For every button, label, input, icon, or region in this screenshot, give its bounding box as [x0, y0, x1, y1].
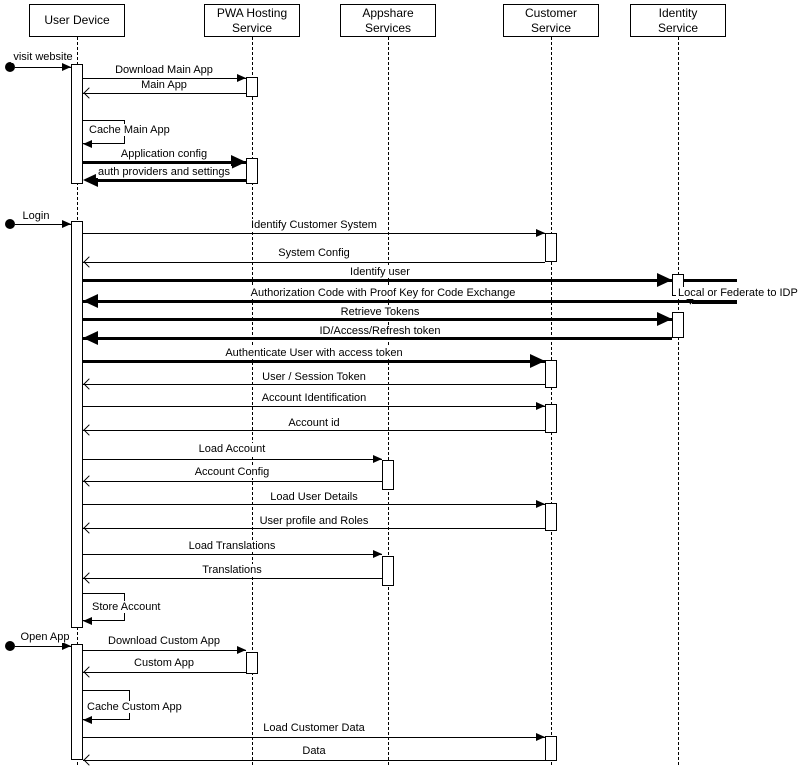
arrowhead-icon: [62, 220, 71, 228]
arrowhead-icon: [536, 733, 545, 741]
message-line-retrieve-tokens: [83, 318, 672, 321]
message-label-download-custom-app: Download Custom App: [108, 635, 220, 647]
arrowhead-icon: [536, 229, 545, 237]
arrowhead-icon: [83, 716, 92, 724]
arrowhead-icon: [83, 140, 92, 148]
arrowhead-icon: [657, 273, 672, 287]
arrowhead-icon: [83, 378, 94, 389]
participant-identity-service: Identity Service: [630, 4, 726, 37]
message-label-authorization-code: Authorization Code with Proof Key for Code Exchange: [250, 287, 516, 299]
arrowhead-icon: [536, 402, 545, 410]
message-line-translations: [83, 578, 382, 579]
message-line-download-custom-app: [83, 650, 246, 651]
arrowhead-icon: [62, 63, 71, 71]
start-circle-icon: [5, 641, 15, 651]
message-label-load-customer-data: Load Customer Data: [263, 722, 365, 734]
message-line-custom-app: [83, 672, 246, 673]
arrowhead-icon: [237, 646, 246, 654]
participant-appshare-services: Appshare Services: [340, 4, 436, 37]
activation-bar: [246, 77, 258, 97]
lifeline-identity-service: [678, 37, 679, 765]
activation-bar: [246, 652, 258, 674]
lifeline-customer-service: [551, 37, 552, 765]
arrowhead-icon: [83, 522, 94, 533]
message-line-load-account: [83, 459, 382, 460]
message-line-identify-user: [83, 279, 672, 282]
arrowhead-icon: [83, 475, 94, 486]
arrowhead-icon: [231, 155, 246, 169]
message-line-user-session-token: [83, 384, 545, 385]
activation-bar: [71, 221, 83, 628]
activation-bar: [545, 503, 557, 531]
arrowhead-icon: [373, 550, 382, 558]
activation-bar: [71, 644, 83, 760]
arrowhead-icon: [237, 74, 246, 82]
message-label-store-account: Store Account: [92, 601, 161, 613]
message-line-local-or-federate-return: [692, 303, 737, 304]
arrowhead-icon: [530, 354, 545, 368]
activation-bar: [545, 360, 557, 388]
message-line-load-translations: [83, 554, 382, 555]
message-line-account-identification: [83, 406, 545, 407]
message-label-custom-app: Custom App: [134, 657, 194, 669]
arrowhead-icon: [657, 312, 672, 326]
arrowhead-icon: [83, 572, 94, 583]
message-line-id-access-refresh: [83, 337, 672, 340]
message-label-application-config: Application config: [120, 148, 208, 160]
message-label-cache-custom-app: Cache Custom App: [87, 701, 182, 713]
message-label-user-profile-roles: User profile and Roles: [259, 515, 369, 527]
message-label-download-main-app: Download Main App: [115, 64, 213, 76]
message-line-authorization-code: [83, 300, 737, 303]
message-label-cache-main-app: Cache Main App: [89, 124, 170, 136]
arrowhead-icon: [83, 256, 94, 267]
message-label-local-or-federate: Local or Federate to IDP: [678, 287, 798, 299]
message-label-account-id: Account id: [288, 417, 340, 429]
activation-bar: [545, 736, 557, 761]
arrowhead-icon: [83, 424, 94, 435]
message-line-user-profile-roles: [83, 528, 545, 529]
activation-bar: [382, 460, 394, 490]
message-line-load-user-details: [83, 504, 545, 505]
arrowhead-icon: [83, 87, 94, 98]
message-label-login: Login: [22, 210, 50, 222]
message-label-user-session-token: User / Session Token: [262, 371, 366, 383]
message-label-system-config: System Config: [278, 247, 350, 259]
message-label-auth-providers: auth providers and settings: [97, 166, 231, 178]
message-label-identify-customer-system: Identify Customer System: [251, 219, 377, 231]
message-label-load-user-details: Load User Details: [270, 491, 358, 503]
message-label-open-app: Open App: [20, 631, 70, 643]
message-label-translations: Translations: [202, 564, 262, 576]
start-circle-icon: [5, 62, 15, 72]
message-line-main-app: [83, 93, 246, 94]
message-line-account-id: [83, 430, 545, 431]
message-label-account-identification: Account Identification: [261, 392, 367, 404]
activation-bar: [545, 404, 557, 433]
message-line-load-customer-data: [83, 737, 545, 738]
message-label-main-app: Main App: [141, 79, 187, 91]
message-line-identify-customer-system: [83, 233, 545, 234]
participant-customer-service: Customer Service: [503, 4, 599, 37]
arrowhead-icon: [536, 500, 545, 508]
participant-user-device: User Device: [29, 4, 125, 37]
arrowhead-icon: [83, 754, 94, 765]
message-label-retrieve-tokens: Retrieve Tokens: [340, 306, 420, 318]
message-line-data: [83, 760, 545, 761]
arrowhead-icon: [373, 455, 382, 463]
arrowhead-icon: [83, 294, 98, 308]
start-circle-icon: [5, 219, 15, 229]
message-label-data: Data: [302, 745, 326, 757]
activation-bar: [672, 312, 684, 338]
message-label-visit-website: visit website: [13, 51, 73, 63]
message-line-auth-providers: [89, 179, 246, 182]
arrowhead-icon: [62, 642, 71, 650]
activation-bar: [71, 64, 83, 184]
lifeline-appshare-services: [388, 37, 389, 765]
message-label-identify-user: Identify user: [350, 266, 410, 278]
message-line-authenticate-user: [83, 360, 545, 363]
arrowhead-icon: [83, 617, 92, 625]
message-line-application-config: [83, 161, 246, 164]
arrowhead-icon: [83, 331, 98, 345]
message-label-id-access-refresh: ID/Access/Refresh token: [319, 325, 441, 337]
message-line-system-config: [83, 262, 545, 263]
arrowhead-icon: [83, 666, 94, 677]
activation-bar: [246, 158, 258, 184]
participant-pwa-hosting-service: PWA Hosting Service: [204, 4, 300, 37]
activation-bar: [382, 556, 394, 586]
message-label-load-translations: Load Translations: [188, 540, 276, 552]
message-label-account-config: Account Config: [194, 466, 270, 478]
message-line-account-config: [83, 481, 382, 482]
activation-bar: [545, 233, 557, 262]
message-label-authenticate-user: Authenticate User with access token: [225, 347, 403, 359]
message-line-local-or-federate-out: [684, 279, 737, 282]
message-label-load-account: Load Account: [198, 443, 266, 455]
